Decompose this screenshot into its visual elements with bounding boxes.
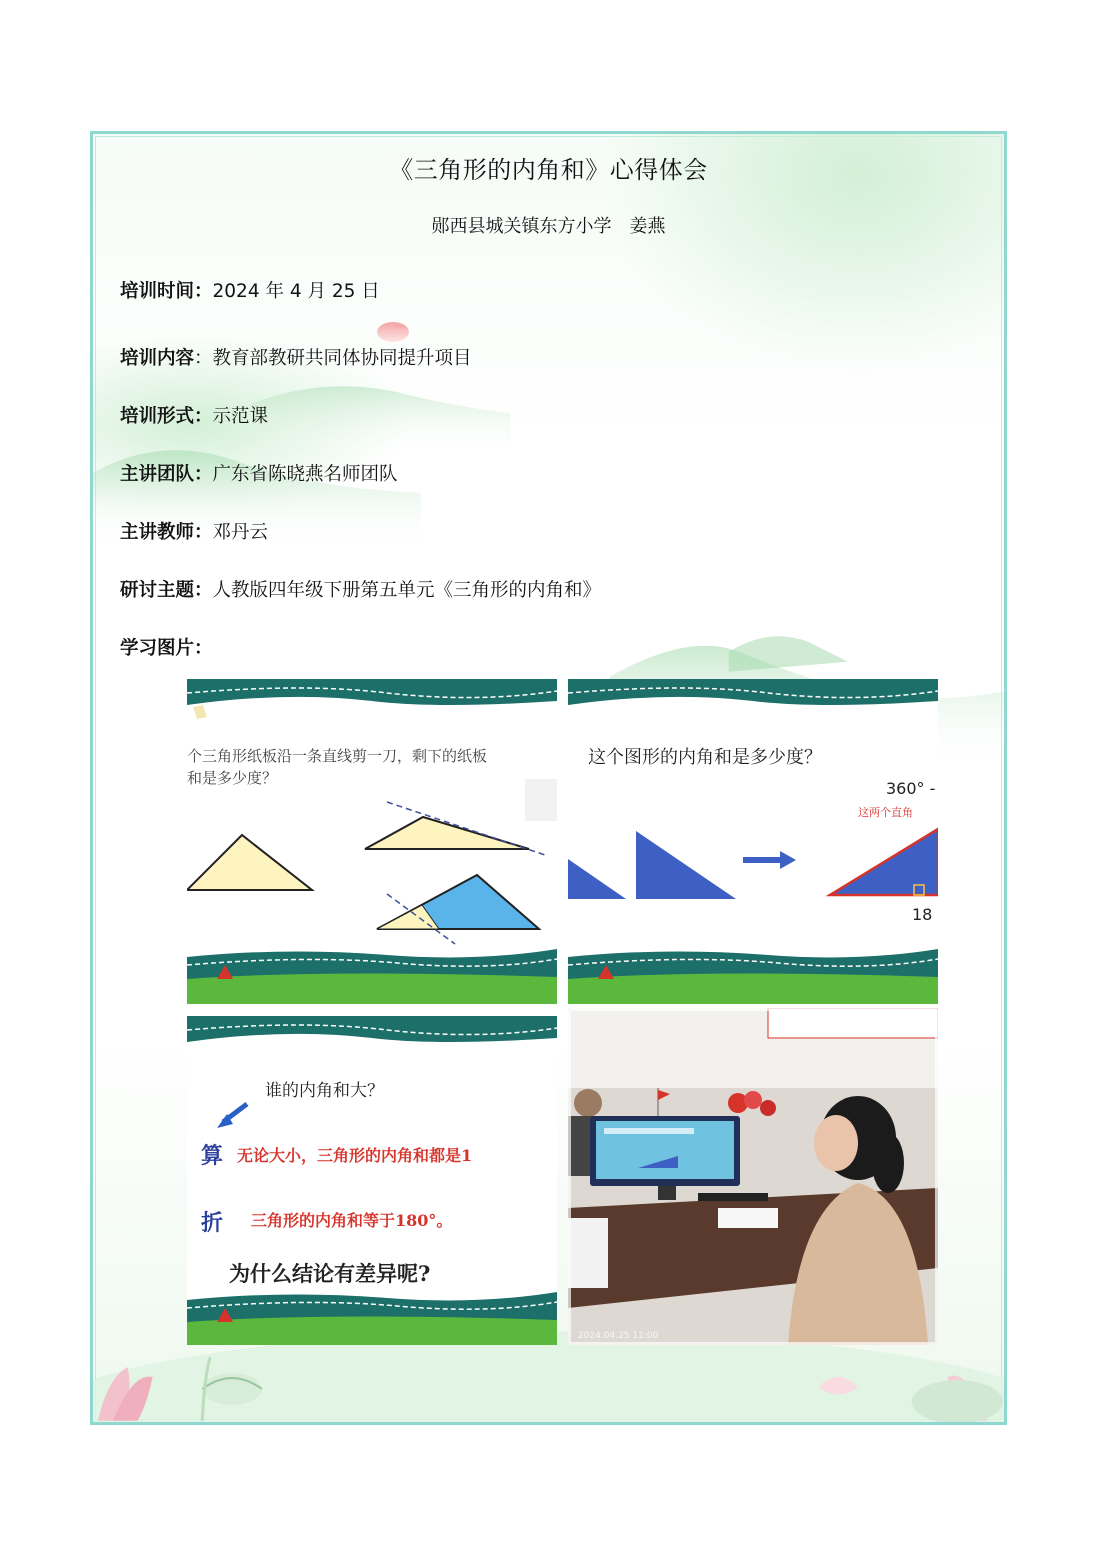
field-label: 学习图片： <box>120 638 213 659</box>
classroom-photo <box>568 1008 938 1345</box>
field-value: 2024 年 4 月 25 日 <box>212 281 380 302</box>
field-value: 人教版四年级下册第五单元《三角形的内角和》 <box>212 580 602 601</box>
fold-text: 三角形的内角和等于180°。 <box>251 1211 453 1230</box>
document-title: 《三角形的内角和》心得体会 <box>389 156 708 184</box>
field-lecture-team <box>120 460 398 486</box>
field-training-content <box>120 344 472 370</box>
angle-note: 这两个直角 <box>858 806 913 819</box>
calc-char: 算 <box>201 1143 224 1169</box>
field-value: 邓丹云 <box>212 522 269 543</box>
field-label: 培训形式： <box>120 406 213 427</box>
slide-question-line1: 个三角形纸板沿一条直线剪一刀，剩下的纸板 <box>187 747 488 765</box>
why-text: 为什么结论有差异呢? <box>229 1261 431 1286</box>
author-line: 郧西县城关镇东方小学 姜燕 <box>431 216 666 237</box>
angle-value-bottom: 18 <box>912 905 933 924</box>
field-value: 广东省陈晓燕名师团队 <box>212 464 398 485</box>
field-label: 主讲团队： <box>120 464 213 485</box>
slide-question-line2: 和是多少度？ <box>187 769 278 787</box>
field-training-time <box>120 277 380 303</box>
slide-question: 谁的内角和大？ <box>265 1081 384 1101</box>
angle-value-top: 360° - <box>886 779 936 798</box>
document-frame <box>90 131 1007 1425</box>
field-label: 培训时间： <box>120 281 213 302</box>
field-lecture-teacher <box>120 518 268 544</box>
slide-question: 这个图形的内角和是多少度？ <box>588 747 822 768</box>
field-training-form <box>120 402 268 428</box>
field-value: ：教育部教研共同体协同提升项目 <box>194 348 472 369</box>
field-research-topic <box>120 576 601 602</box>
field-value: 示范课 <box>212 406 269 427</box>
field-label: 培训内容 <box>120 348 195 369</box>
calc-text: 无论大小，三角形的内角和都是1 <box>237 1146 473 1165</box>
field-label: 主讲教师： <box>120 522 213 543</box>
fold-char: 折 <box>201 1210 224 1236</box>
slide-cut-triangle <box>187 679 557 1004</box>
field-label: 研讨主题： <box>120 580 213 601</box>
slide-angle-sum <box>568 679 938 1004</box>
slide-compare-sum <box>187 1016 557 1345</box>
field-learning-photos <box>120 634 213 660</box>
photo-timestamp: 2024.04.25 11:00 <box>578 1331 659 1341</box>
photo-collage <box>187 679 938 1345</box>
